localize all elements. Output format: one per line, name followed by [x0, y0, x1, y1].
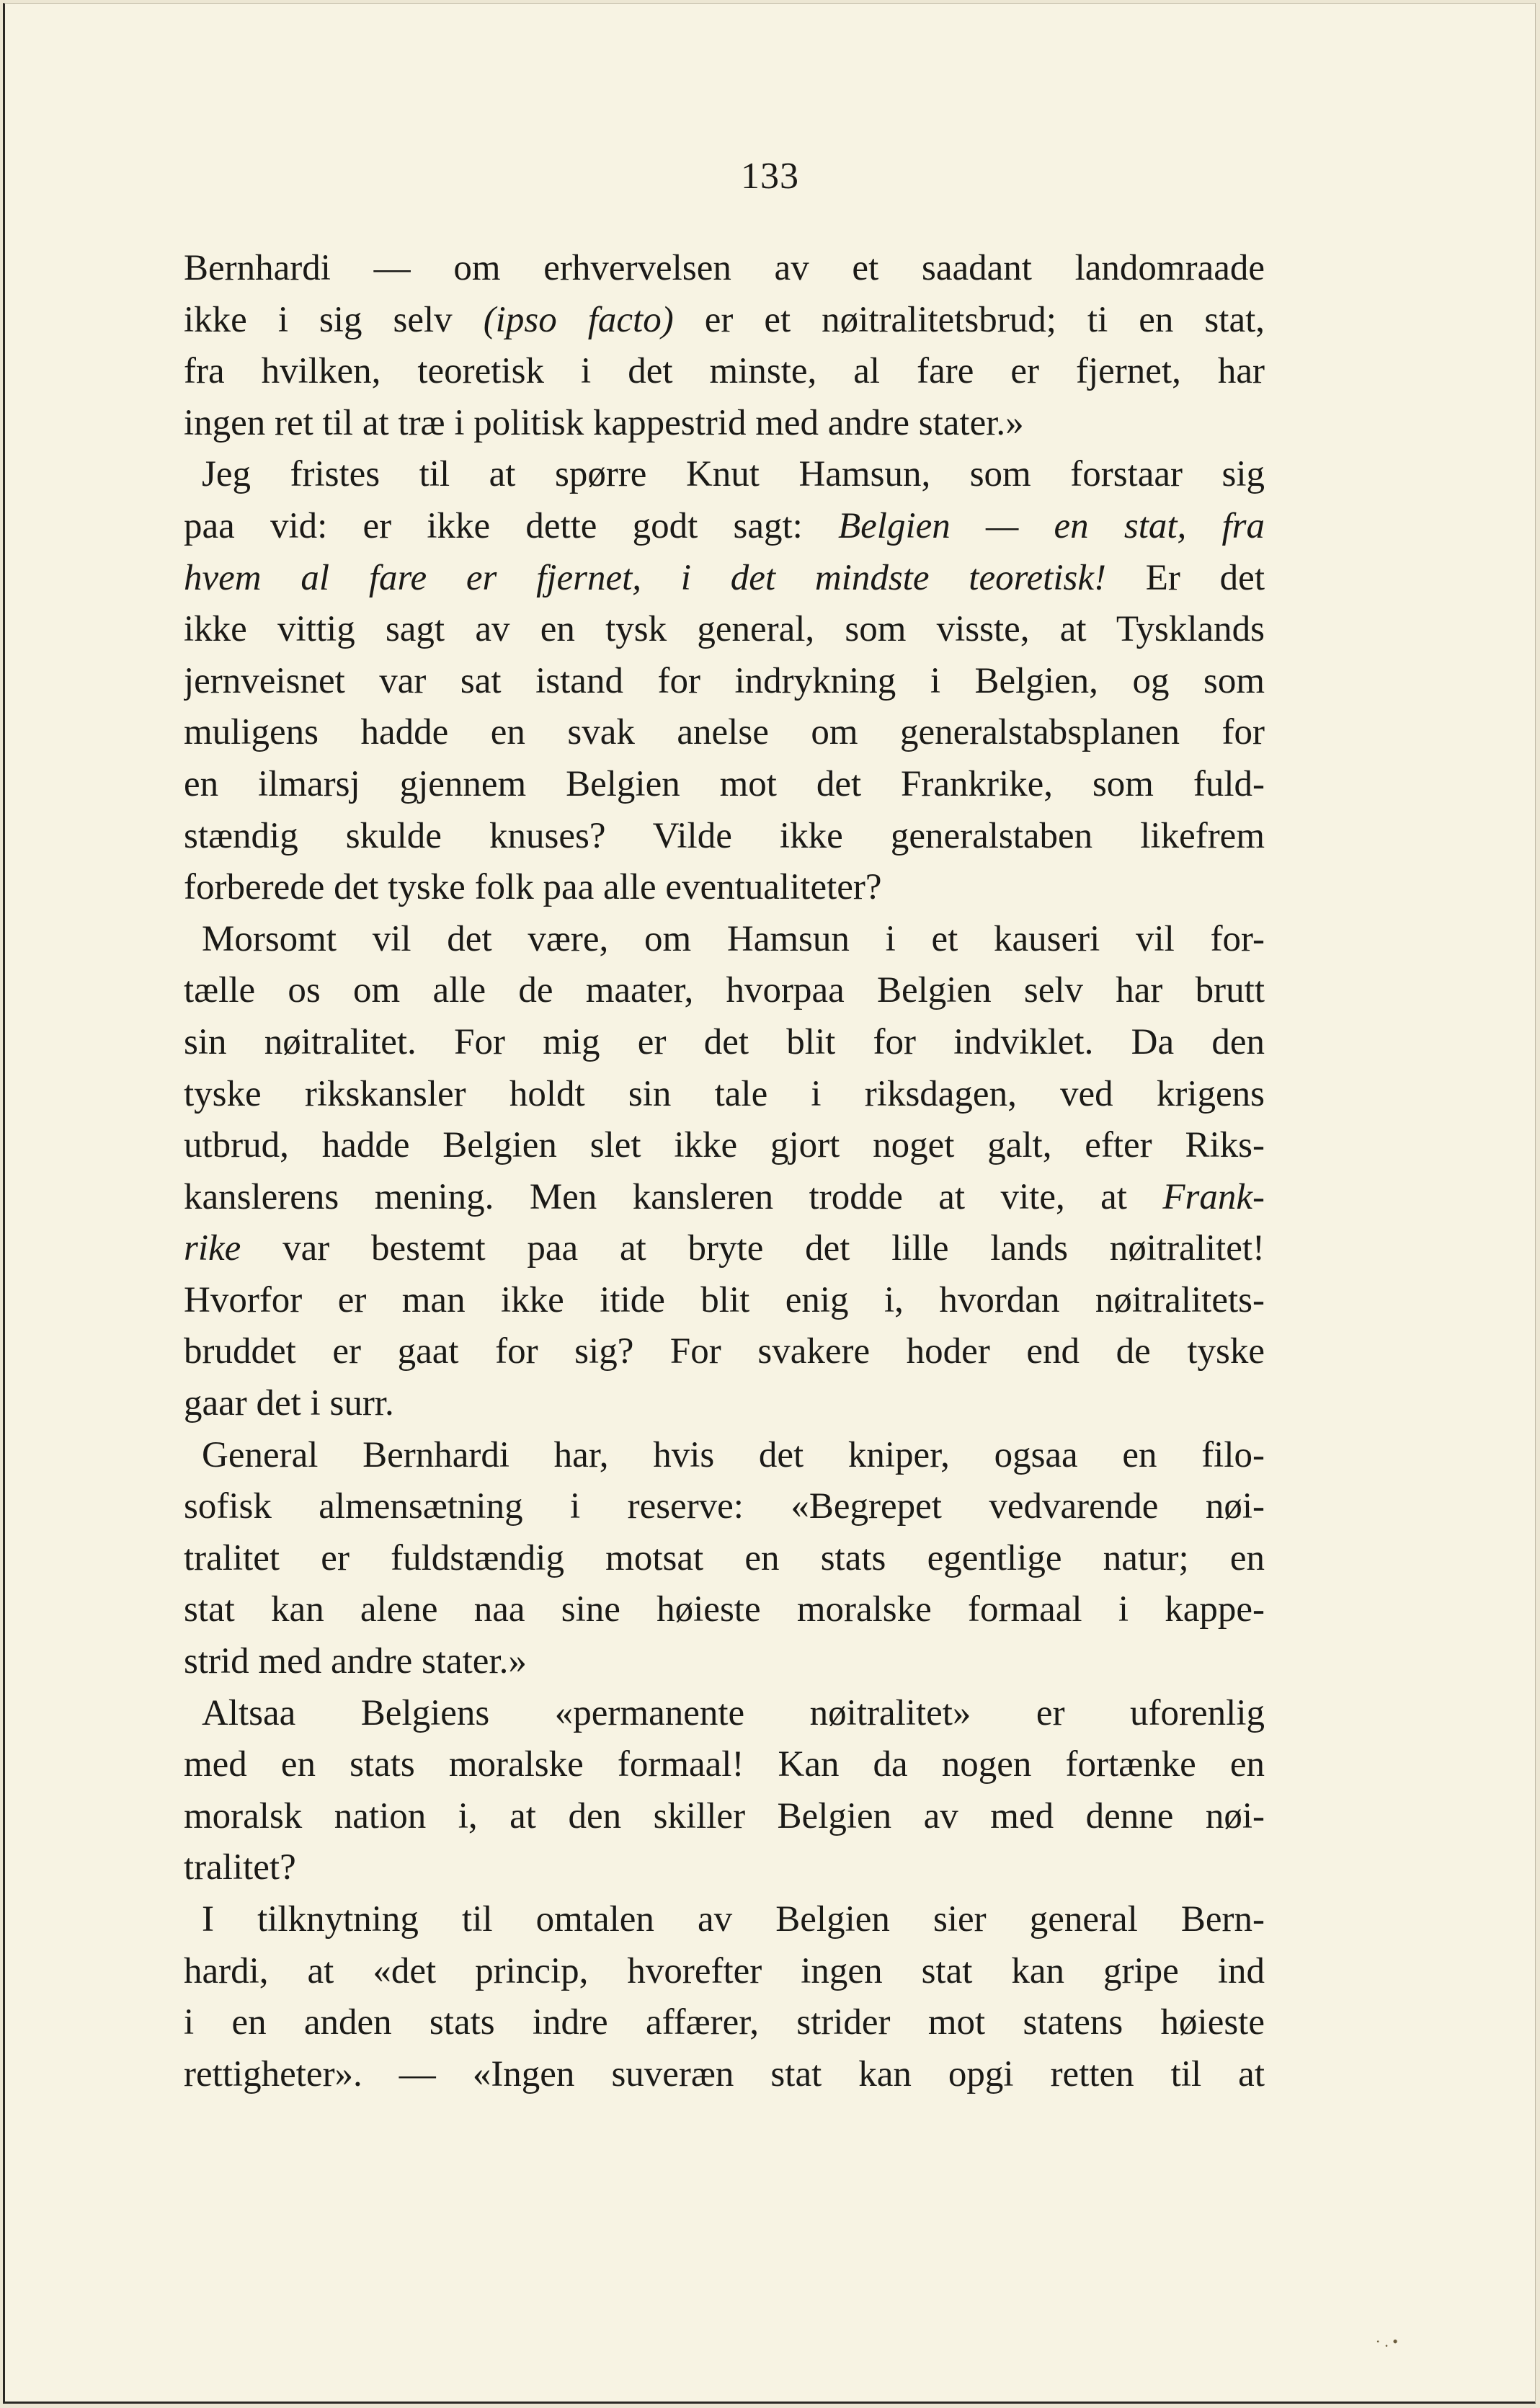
text-run: Bernhardi — om erhvervelsen av et saadant landomraade	[184, 248, 1265, 288]
text-run: bruddet er gaat for sig? For svakere hoder end de tyske	[184, 1331, 1265, 1372]
text-line	[184, 1842, 1265, 1894]
text-line	[184, 553, 1265, 605]
body-text	[184, 243, 1265, 2100]
text-line	[184, 1326, 1265, 1378]
text-run: jernveisnet var sat istand for indrykning i Belgien, og som	[184, 660, 1265, 701]
text-run: Altsaa Belgiens «permanente nøitralitet» er uforenlig	[202, 1692, 1265, 1733]
italic-text: Frank-	[1162, 1176, 1265, 1217]
text-line	[184, 1069, 1265, 1121]
text-run: var bestemt paa at bryte det lille lands nøitralitet!	[241, 1228, 1265, 1269]
text-run: sin nøitralitet. For mig er det blit for indviklet. Da den	[184, 1021, 1265, 1062]
text-run: kanslerens mening. Men kansleren trodde at vite, at	[184, 1176, 1163, 1217]
text-run: Hvorfor er man ikke itide blit enig i, hvordan nøitralitets-	[184, 1279, 1265, 1320]
text-run: Jeg fristes til at spørre Knut Hamsun, som forstaar sig	[202, 454, 1265, 495]
page-number: 133	[741, 156, 799, 197]
text-run: ikke vittig sagt av en tysk general, som visste, at Tysklands	[184, 609, 1265, 650]
text-line	[184, 862, 1265, 914]
text-run: moralsk nation i, at den skiller Belgien av med denne nøi-	[184, 1795, 1265, 1836]
text-line	[184, 346, 1265, 398]
text-run: tælle os om alle de maater, hvorpaa Belgien selv har brutt	[184, 970, 1265, 1011]
text-run: gaar det i surr.	[184, 1383, 394, 1424]
italic-text: hvem al fare er fjernet, i det mindste teoretisk!	[184, 557, 1106, 598]
text-line	[184, 295, 1265, 347]
text-run: tyske rikskansler holdt sin tale i riksdagen, ved krigens	[184, 1073, 1265, 1114]
book-page	[3, 3, 1536, 2404]
italic-text: Belgien — en stat, fra	[838, 505, 1265, 546]
text-line	[184, 1739, 1265, 1791]
text-line	[184, 1791, 1265, 1843]
text-line	[184, 1533, 1265, 1585]
text-run: med en stats moralske formaal! Kan da nogen fortænke en	[184, 1744, 1265, 1785]
text-run: General Bernhardi har, hvis det kniper, ogsaa en filo-	[202, 1434, 1265, 1475]
text-run: strid med andre stater.»	[184, 1641, 527, 1682]
text-line	[184, 2049, 1265, 2101]
text-line	[184, 1946, 1265, 1998]
text-line	[184, 1688, 1265, 1740]
text-run: hardi, at «det princip, hvorefter ingen stat kan gripe ind	[184, 1950, 1265, 1991]
text-line	[184, 811, 1265, 863]
text-line	[184, 1172, 1265, 1224]
text-run: forberede det tyske folk paa alle eventualiteter?	[184, 867, 882, 908]
italic-text: (ipso facto)	[483, 299, 674, 340]
text-run: muligens hadde en svak anelse om generalstabsplanen for	[184, 712, 1265, 753]
text-line	[184, 1017, 1265, 1069]
text-line	[184, 1223, 1265, 1275]
text-run: Er det	[1105, 557, 1265, 598]
italic-text: rike	[184, 1228, 241, 1269]
text-run: rettigheter». — «Ingen suveræn stat kan opgi retten til at	[184, 2053, 1265, 2094]
text-run: er et nøitralitetsbrud; ti en stat,	[673, 299, 1265, 340]
text-line	[184, 1584, 1265, 1636]
text-line	[184, 398, 1265, 450]
text-run: Morsomt vil det være, om Hamsun i et kauseri vil for-	[202, 918, 1265, 959]
text-line	[184, 1636, 1265, 1688]
text-line	[184, 759, 1265, 811]
text-run: tralitet?	[184, 1847, 296, 1888]
text-run: i en anden stats indre affærer, strider mot statens høieste	[184, 2002, 1265, 2043]
text-line	[184, 1378, 1265, 1430]
text-run: tralitet er fuldstændig motsat en stats egentlige natur; en	[184, 1537, 1265, 1578]
text-run: ingen ret til at træ i politisk kappestrid med andre stater.»	[184, 402, 1024, 443]
text-run: I tilknytning til omtalen av Belgien sier general Bern-	[202, 1899, 1265, 1940]
text-run: utbrud, hadde Belgien slet ikke gjort noget galt, efter Riks-	[184, 1125, 1265, 1166]
text-line	[184, 1275, 1265, 1327]
text-run: sofisk almensætning i reserve: «Begrepet vedvarende nøi-	[184, 1486, 1265, 1527]
text-line	[184, 243, 1265, 295]
text-line	[184, 1120, 1265, 1172]
text-line	[184, 1894, 1265, 1946]
text-run: en ilmarsj gjennem Belgien mot det Frankrike, som fuld-	[184, 763, 1265, 804]
text-line	[184, 965, 1265, 1017]
text-line	[184, 1481, 1265, 1533]
text-line	[184, 1997, 1265, 2049]
text-line	[184, 656, 1265, 708]
text-line	[184, 604, 1265, 656]
text-run: fra hvilken, teoretisk i det minste, al fare er fjernet, har	[184, 351, 1265, 392]
text-line	[184, 449, 1265, 501]
text-line	[184, 501, 1265, 553]
text-run: paa vid: er ikke dette godt sagt:	[184, 505, 839, 546]
text-run: stat kan alene naa sine høieste moralske formaal i kappe-	[184, 1589, 1265, 1630]
text-line	[184, 914, 1265, 966]
text-run: stændig skulde knuses? Vilde ikke generalstaben likefrem	[184, 815, 1265, 856]
ink-specks: · . •	[1375, 2332, 1398, 2350]
text-line	[184, 707, 1265, 759]
text-line	[184, 1430, 1265, 1482]
text-run: ikke i sig selv	[184, 299, 484, 340]
